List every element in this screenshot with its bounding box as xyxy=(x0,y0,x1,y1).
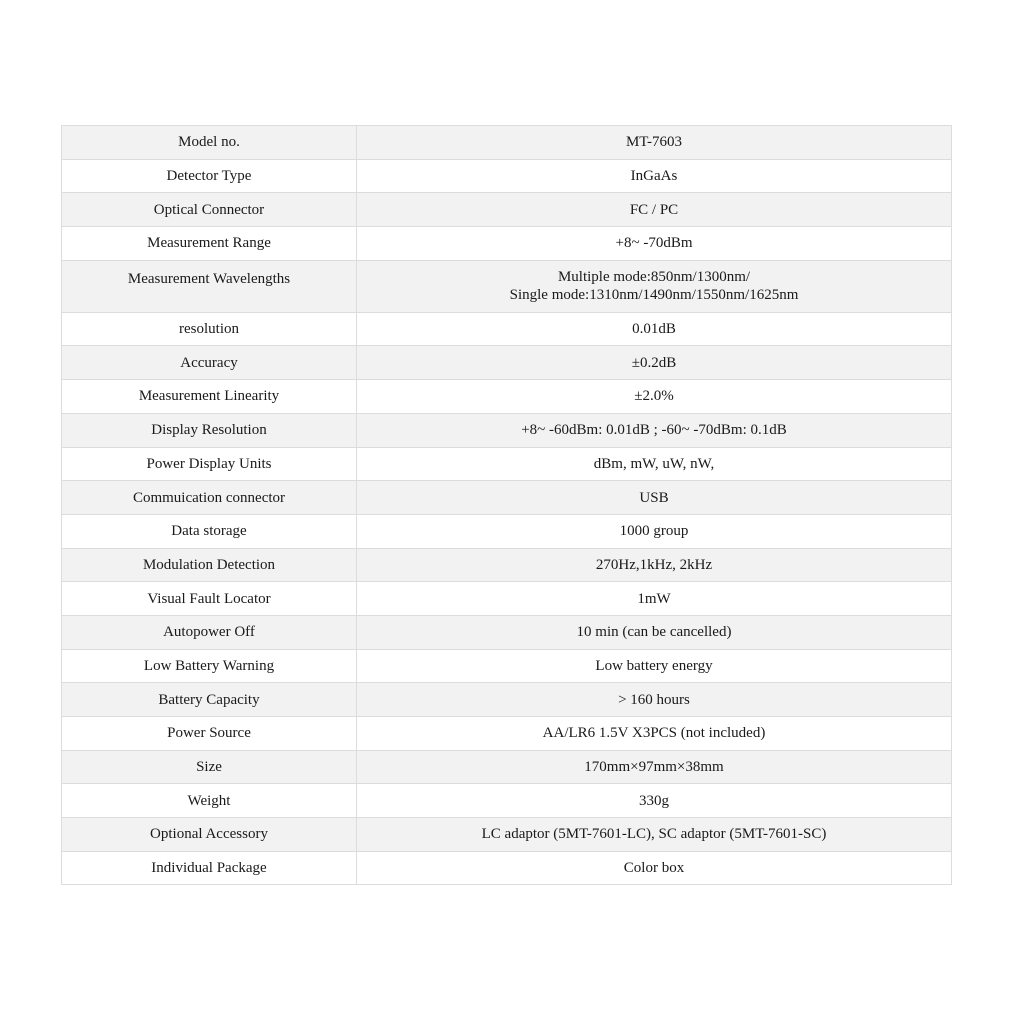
spec-value: > 160 hours xyxy=(357,683,952,717)
spec-row-accuracy xyxy=(62,346,952,380)
spec-row-optical-connector xyxy=(62,193,952,227)
spec-label: Battery Capacity xyxy=(62,683,357,717)
spec-value: FC / PC xyxy=(357,193,952,227)
spec-value xyxy=(357,260,952,312)
spec-row-resolution xyxy=(62,312,952,346)
spec-label: Autopower Off xyxy=(62,615,357,649)
spec-label: Low Battery Warning xyxy=(62,649,357,683)
spec-row-measurement-range xyxy=(62,227,952,261)
spec-row-size xyxy=(62,750,952,784)
spec-label: Detector Type xyxy=(62,159,357,193)
spec-row-low-battery-warning xyxy=(62,649,952,683)
spec-label: Model no. xyxy=(62,126,357,160)
spec-value: LC adaptor (5MT-7601-LC), SC adaptor (5MT-7601-SC) xyxy=(357,818,952,852)
spec-label: Visual Fault Locator xyxy=(62,582,357,616)
spec-row-data-storage xyxy=(62,514,952,548)
spec-label: Optional Accessory xyxy=(62,818,357,852)
spec-row-individual-package xyxy=(62,851,952,885)
spec-row-power-source xyxy=(62,717,952,751)
spec-table xyxy=(61,125,952,885)
spec-value: 1mW xyxy=(357,582,952,616)
spec-value: +8~ -60dBm: 0.01dB ; -60~ -70dBm: 0.1dB xyxy=(357,413,952,447)
spec-row-visual-fault-locator xyxy=(62,582,952,616)
spec-label: Power Source xyxy=(62,717,357,751)
spec-row-power-display-units xyxy=(62,447,952,481)
spec-label: Measurement Linearity xyxy=(62,380,357,414)
spec-value: AA/LR6 1.5V X3PCS (not included) xyxy=(357,717,952,751)
spec-value: ±2.0% xyxy=(357,380,952,414)
spec-value: USB xyxy=(357,481,952,515)
spec-label: Power Display Units xyxy=(62,447,357,481)
spec-value: ±0.2dB xyxy=(357,346,952,380)
spec-label: Accuracy xyxy=(62,346,357,380)
spec-value: MT-7603 xyxy=(357,126,952,160)
spec-value: dBm, mW, uW, nW, xyxy=(357,447,952,481)
spec-label: Data storage xyxy=(62,514,357,548)
spec-value: Low battery energy xyxy=(357,649,952,683)
spec-label: Modulation Detection xyxy=(62,548,357,582)
spec-row-detector-type xyxy=(62,159,952,193)
spec-row-modulation-detection xyxy=(62,548,952,582)
spec-row-battery-capacity xyxy=(62,683,952,717)
spec-label: Individual Package xyxy=(62,851,357,885)
spec-row-optional-accessory xyxy=(62,818,952,852)
spec-label: resolution xyxy=(62,312,357,346)
spec-row-display-resolution xyxy=(62,413,952,447)
spec-row-communication-connector xyxy=(62,481,952,515)
spec-value: 270Hz,1kHz, 2kHz xyxy=(357,548,952,582)
spec-value: 1000 group xyxy=(357,514,952,548)
spec-value: 10 min (can be cancelled) xyxy=(357,615,952,649)
spec-label: Measurement Range xyxy=(62,227,357,261)
spec-value-line: Multiple mode:850nm/1300nm/ xyxy=(557,269,751,286)
spec-value: Color box xyxy=(357,851,952,885)
spec-label: Display Resolution xyxy=(62,413,357,447)
spec-row-measurement-wavelengths xyxy=(62,260,952,312)
spec-row-measurement-linearity xyxy=(62,380,952,414)
spec-label: Size xyxy=(62,750,357,784)
spec-value: 0.01dB xyxy=(357,312,952,346)
spec-value-line: Single mode:1310nm/1490nm/1550nm/1625nm xyxy=(509,287,799,304)
spec-label: Optical Connector xyxy=(62,193,357,227)
spec-value: 330g xyxy=(357,784,952,818)
spec-value: 170mm×97mm×38mm xyxy=(357,750,952,784)
spec-label: Commuication connector xyxy=(62,481,357,515)
spec-label: Weight xyxy=(62,784,357,818)
spec-row-autopower-off xyxy=(62,615,952,649)
spec-row-weight xyxy=(62,784,952,818)
spec-value: InGaAs xyxy=(357,159,952,193)
spec-value: +8~ -70dBm xyxy=(357,227,952,261)
spec-row-model xyxy=(62,126,952,160)
spec-label: Measurement Wavelengths xyxy=(62,260,357,312)
